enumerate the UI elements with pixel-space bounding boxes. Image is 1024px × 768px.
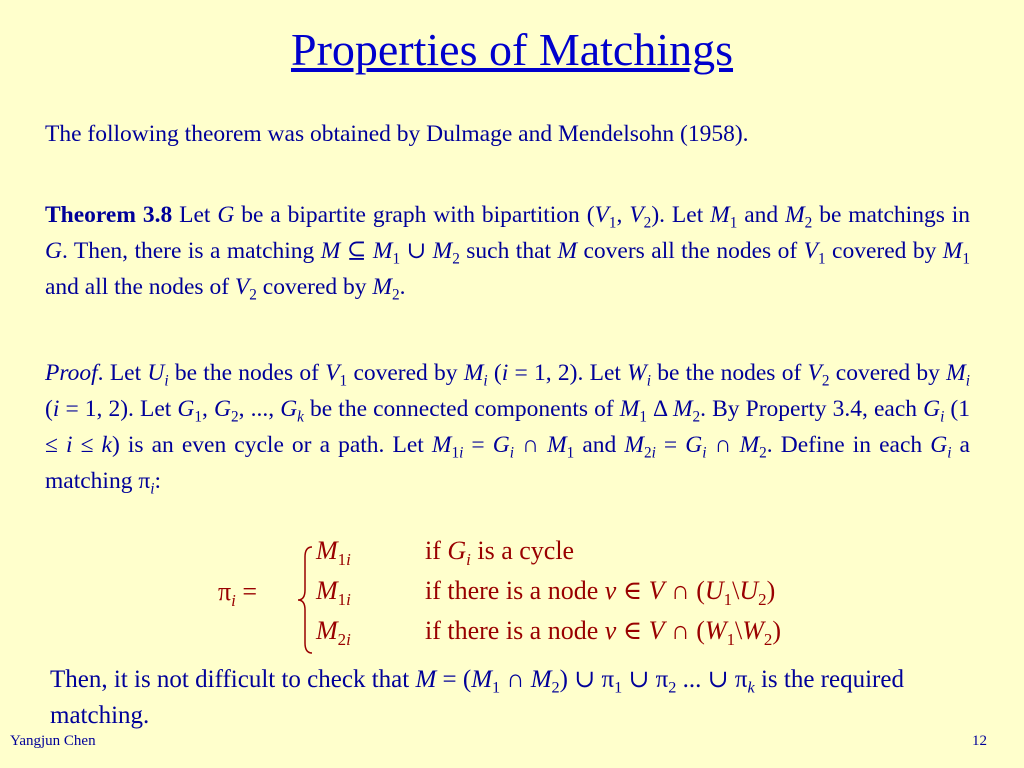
conclusion-paragraph: Then, it is not difficult to check that $M = (M_1$ ∩ $M_2$) ∪ $\pi_1$ ∪ $\pi_2$ ... ∪ $\pi_k$ is the required matching. [50,666,904,729]
case-condition: if there is a node v ∈ V ∩ $(U_1\backslash U_2)$ [425,576,776,609]
theorem-paragraph [45,197,970,305]
proof-label: Proof [45,360,98,386]
case-value: $M_{1i}$ [316,536,351,569]
slide-title: Properties of Matchings [290,24,734,75]
intro-paragraph: The following theorem was obtained by Dulmage and Mendelsohn (1958). [45,121,749,147]
theorem-label: Theorem 3.8 [45,202,173,228]
proof-paragraph: Proof. Let $U_i$ be the nodes of $V_1$ covered by $M_i$ (i = 1, 2). Let $W_i$ be the nodes of $V_2$ covered by $M_i$ (i = 1, 2). Let $G_1$, $G_2$, ..., $G_k$ be the connected components of $M_1$ Δ $M_2$. By Property 3.4, each $G_i$ (1 ≤ i ≤ k) is an even cycle or a path. Let $M_{1i} = G_i$ ∩ $M_1$ and $M_{2i} = G_i$ ∩ $M_2$. Define in each $G_i$ a matching $\pi_i$: [45,360,970,498]
footer-author: Yangjun Chen [10,733,96,749]
case-value: $M_{2i}$ [316,616,351,649]
footer-page-number: 12 [972,733,987,749]
pi-definition-formula [0,533,1024,658]
proof-text: Let $U_i$ be the nodes of $V_1$ covered by $M_i$ (i = 1, 2). Let $W_i$ be the nodes of $V_2$ covered by $M_i$ (i = 1, 2). Let $G_1$, $G_2$, ..., $G_k$ be the connected components of $M_1$ Δ $M_2$. By Property 3.4, each $G_i$ (1 ≤ i ≤ k) is an even cycle or a path. Let $M_{1i} = G_i$ ∩ $M_1$ and $M_{2i} = G_i$ ∩ $M_2$. Define in each $G_i$ a matching $\pi_i$: [45,360,970,498]
case-condition: if $G_i$ is a cycle [425,536,575,569]
left-brace-icon [296,545,314,655]
theorem-text: Let G be a bipartite graph with bipartition ($V_1$, $V_2$). Let $M_1$ and $M_2$ be matchings in G. Then, there is a matching M ⊆ $M_1$ ∪ $M_2$ such that M covers all the nodes of $V_1$ covered by $M_1$ and all the nodes of $V_2$ covered by $M_2$. [45,202,971,304]
case-value: $M_{1i}$ [316,576,351,609]
formula-lhs: $\pi_i$ = [218,577,258,610]
case-condition: if there is a node v ∈ V ∩ $(W_1\backslash W_2)$ [425,616,782,649]
